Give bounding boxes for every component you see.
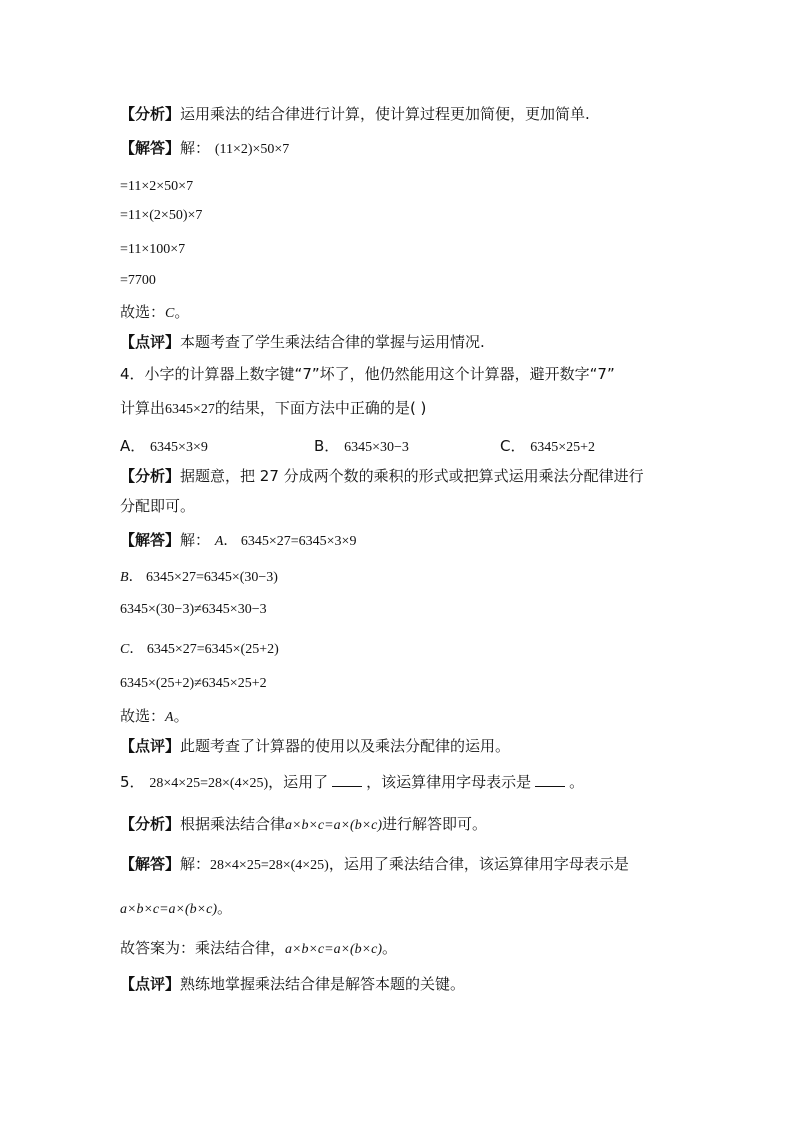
answer-prefix: 解： — [180, 531, 211, 549]
analysis-text-a: 根据乘法结合律 — [180, 815, 286, 833]
q4-comment — [120, 736, 510, 756]
answer-blank-1[interactable] — [332, 772, 362, 787]
q4-c-inequality: 6345×(25+2)≠6345×25+2 — [120, 676, 267, 691]
analysis-expression: a×b×c=a×(b×c) — [285, 818, 383, 833]
q3-comment — [120, 332, 485, 352]
option-expression: 6345×25+2 — [530, 440, 596, 455]
q4-option-a — [120, 436, 208, 458]
answer-expression: 28×4×25=28×(4×25) — [210, 858, 329, 873]
stem-expression: 28×4×25=28×(4×25) — [149, 776, 269, 791]
answer-tag: 【解答】 — [120, 855, 181, 873]
q4-choice — [120, 706, 189, 728]
answer-blank-2[interactable] — [535, 772, 565, 787]
q4-stem-line-1: 4．小字的计算器上数字键“7”坏了，他仍然能用这个计算器，避开数字“7” — [120, 365, 615, 383]
q4-option-b — [314, 436, 409, 458]
answer-tag: 【解答】 — [120, 139, 181, 157]
stem-text-a: 计算出 — [120, 399, 166, 417]
q4-stem-line-2 — [120, 398, 426, 420]
q5-final-answer — [120, 938, 397, 960]
choice-letter: C — [165, 306, 175, 321]
choice-prefix: 故选： — [120, 707, 166, 725]
final-end: 。 — [382, 939, 398, 957]
q3-step-1: =11×2×50×7 — [120, 179, 194, 194]
answer-prefix: 解： — [180, 855, 211, 873]
analysis-text: 据题意，把 27 分成两个数的乘积的形式或把算式运用乘法分配律进行 — [180, 467, 644, 485]
stem-text-b: ，该运算律用字母表示是 — [366, 773, 532, 791]
q3-step-2: =11×(2×50)×7 — [120, 208, 203, 223]
option-label: B． — [314, 437, 340, 455]
q4-c-line — [120, 638, 279, 660]
option-expression: 6345×3×9 — [150, 440, 208, 455]
answer-a-expression: ． 6345×27=6345×3×9 — [223, 534, 357, 549]
stem-text-a: ，运用了 — [268, 773, 329, 791]
answer-expression: (11×2)×50×7 — [214, 142, 290, 157]
q5-comment — [120, 974, 465, 994]
final-expression: a×b×c=a×(b×c) — [285, 942, 383, 957]
q4-answer — [120, 530, 356, 552]
c-label: C — [120, 642, 130, 657]
analysis-tag: 【分析】 — [120, 105, 181, 123]
analysis-text: 运用乘法的结合律进行计算，使计算过程更加简便，更加简单. — [180, 105, 590, 123]
q5-analysis — [120, 814, 487, 836]
stem-end: 。 — [569, 773, 585, 791]
q4-b-line — [120, 566, 278, 588]
q3-answer — [120, 138, 289, 160]
comment-tag: 【点评】 — [120, 737, 181, 755]
final-prefix: 故答案为：乘法结合律， — [120, 939, 286, 957]
option-expression: 6345×30−3 — [344, 440, 409, 455]
q5-answer-letters — [120, 898, 232, 920]
analysis-text-b: 进行解答即可。 — [382, 815, 488, 833]
answer-tag: 【解答】 — [120, 531, 181, 549]
q3-step-4: =7700 — [120, 273, 156, 288]
comment-tag: 【点评】 — [120, 975, 181, 993]
answer-end: 。 — [217, 899, 233, 917]
answer-prefix: 解： — [180, 139, 211, 157]
q5-stem — [120, 772, 584, 794]
answer-a-label: A — [214, 534, 224, 549]
answer-text: ，运用了乘法结合律，该运算律用字母表示是 — [328, 855, 629, 873]
q4-option-c — [500, 436, 595, 458]
choice-suffix: 。 — [173, 707, 189, 725]
analysis-tag: 【分析】 — [120, 467, 181, 485]
option-label: C． — [500, 437, 526, 455]
b-expression: ． 6345×27=6345×(30−3) — [128, 570, 278, 585]
stem-expression: 6345×27 — [165, 402, 215, 417]
choice-suffix: 。 — [174, 303, 190, 321]
comment-text: 本题考查了学生乘法结合律的掌握与运用情况. — [180, 333, 485, 351]
q4-b-inequality: 6345×(30−3)≠6345×30−3 — [120, 602, 267, 617]
q3-choice — [120, 302, 189, 324]
answer-parentheses: ( ) — [409, 399, 427, 417]
q4-analysis-line-1 — [120, 466, 644, 486]
comment-text: 熟练地掌握乘法结合律是解答本题的关键。 — [180, 975, 466, 993]
choice-letter: A — [165, 710, 174, 725]
option-label: A． — [120, 437, 146, 455]
q4-analysis-line-2: 分配即可。 — [120, 497, 196, 515]
c-expression: ． 6345×27=6345×(25+2) — [129, 642, 279, 657]
b-label: B — [120, 570, 129, 585]
stem-number: 5． — [120, 773, 145, 791]
q3-step-3: =11×100×7 — [120, 242, 186, 257]
comment-tag: 【点评】 — [120, 333, 181, 351]
analysis-tag: 【分析】 — [120, 815, 181, 833]
comment-text: 此题考查了计算器的使用以及乘法分配律的运用。 — [180, 737, 511, 755]
choice-prefix: 故选： — [120, 303, 166, 321]
stem-text-b: 的结果，下面方法中正确的是 — [214, 399, 410, 417]
answer-expression-letters: a×b×c=a×(b×c) — [120, 902, 217, 917]
q5-answer — [120, 854, 629, 876]
q3-analysis — [120, 104, 590, 124]
